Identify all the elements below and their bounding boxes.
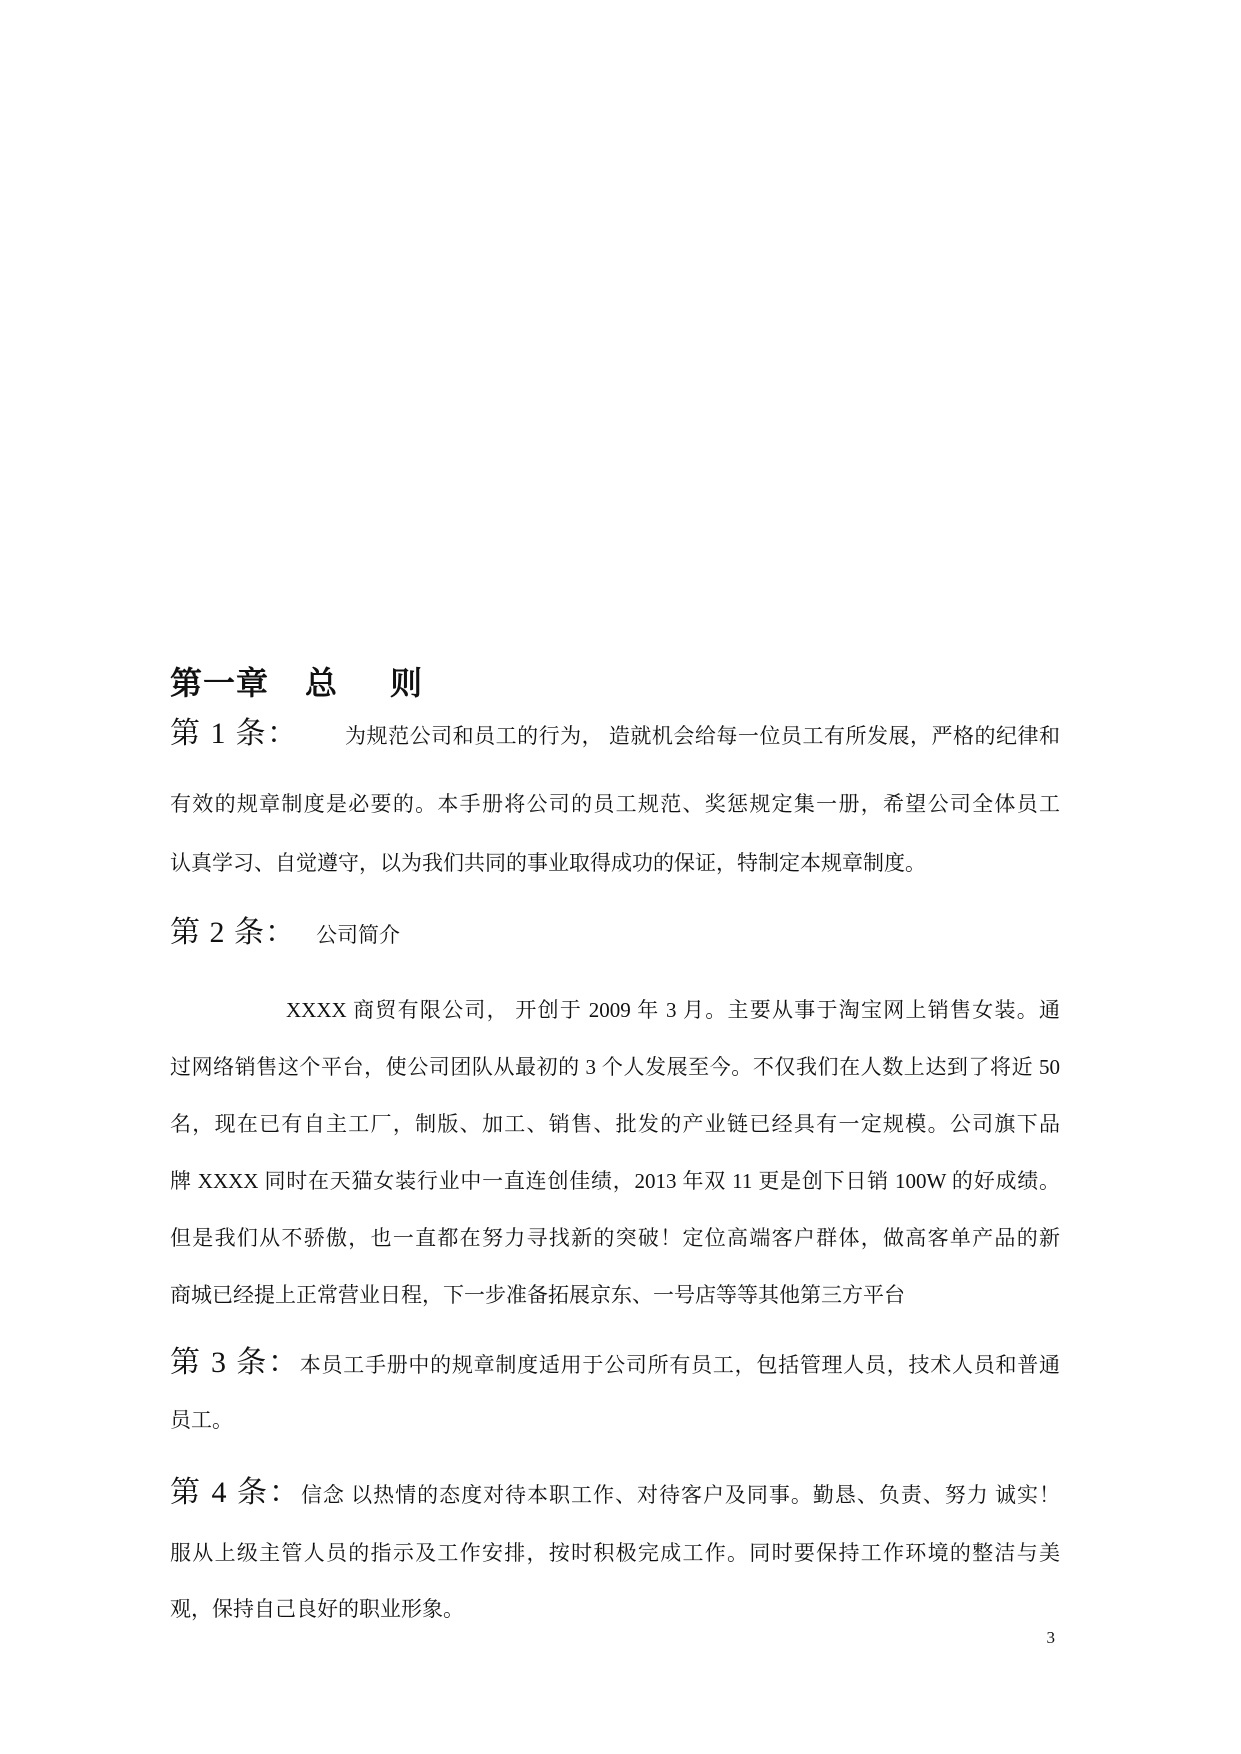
article-4-line-3: 观，保持自己良好的职业形象。 xyxy=(170,1597,464,1621)
article-4-line-1 xyxy=(170,1478,1060,1510)
article-2-line-3: 名，现在已有自主工厂，制版、加工、销售、批发的产业链已经具有一定规模。公司旗下品 xyxy=(170,1112,1060,1136)
chapter-title-word-2: 则 xyxy=(390,665,424,701)
article-3-label: 第 3 条： xyxy=(170,1346,300,1379)
article-2-line-1 xyxy=(170,995,1060,1025)
chapter-title-word-1: 总 xyxy=(305,665,339,701)
article-2-line-2: 过网络销售这个平台，使公司团队从最初的 3 个人发展至今。不仅我们在人数上达到了将近 50 xyxy=(170,1055,1060,1079)
article-2-label: 第 2 条： xyxy=(170,916,296,949)
article-2-heading: 公司简介 xyxy=(316,923,400,947)
article-1-label: 第 1 条： xyxy=(170,717,299,750)
article-3-line-2: 员工。 xyxy=(170,1408,233,1432)
chapter-title-number: 第一章 xyxy=(170,665,270,701)
page-number: 3 xyxy=(1046,1628,1055,1647)
article-1-text-1: 为规范公司和员工的行为， 造就机会给每一位员工有所发展，严格的纪律和 xyxy=(344,724,1061,748)
article-1-line-2: 有效的规章制度是必要的。本手册将公司的员工规范、奖惩规定集一册，希望公司全体员工 xyxy=(170,792,1060,816)
article-2-text-1: XXXX 商贸有限公司， 开创于 2009 年 3 月。主要从事于淘宝网上销售女装。通 xyxy=(286,998,1060,1022)
article-1-line-1 xyxy=(170,719,1060,751)
chapter-title xyxy=(170,658,423,704)
article-1-line-3: 认真学习、自觉遵守，以为我们共同的事业取得成功的保证，特制定本规章制度。 xyxy=(170,851,926,875)
article-3-text-1: 本员工手册中的规章制度适用于公司所有员工，包括管理人员，技术人员和普通 xyxy=(299,1353,1060,1377)
article-4-line-2: 服从上级主管人员的指示及工作安排，按时积极完成工作。同时要保持工作环境的整洁与美 xyxy=(170,1541,1060,1565)
article-2-line-5: 但是我们从不骄傲，也一直都在努力寻找新的突破！定位高端客户群体，做高客单产品的新 xyxy=(170,1226,1060,1250)
article-4-label: 第 4 条： xyxy=(170,1476,301,1509)
article-4-text-1: 信念 以热情的态度对待本职工作、对待客户及同事。勤恳、负责、努力 诚实！ xyxy=(300,1483,1060,1507)
article-3-line-1 xyxy=(170,1348,1060,1380)
article-2-line-4: 牌 XXXX 同时在天猫女装行业中一直连创佳绩，2013 年双 11 更是创下日销 100W 的好成绩。 xyxy=(170,1169,1060,1193)
article-2-line-6: 商城已经提上正常营业日程，下一步准备拓展京东、一号店等等其他第三方平台 xyxy=(170,1283,905,1307)
article-2-line-heading xyxy=(170,918,1060,950)
